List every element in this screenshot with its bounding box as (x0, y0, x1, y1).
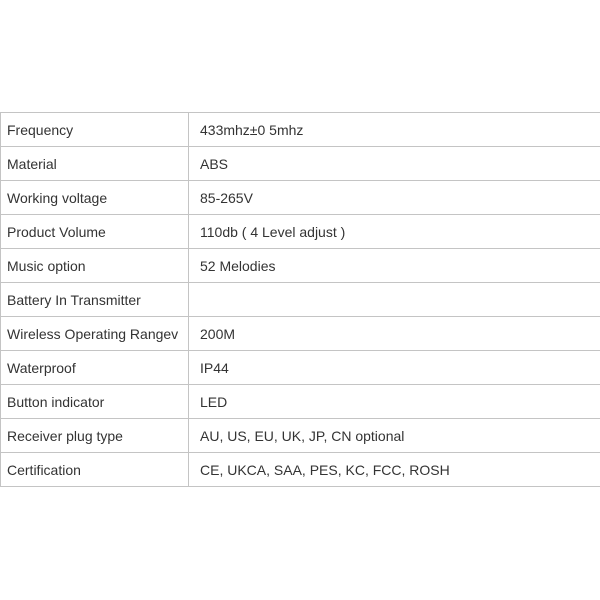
table-row (1, 215, 600, 249)
spec-value-material: ABS (189, 147, 600, 181)
table-row (1, 351, 600, 385)
spec-table (0, 112, 600, 487)
spec-label-receiver-plug: Receiver plug type (1, 419, 189, 453)
spec-value-receiver-plug: AU, US, EU, UK, JP, CN optional (189, 419, 600, 453)
spec-label-working-voltage: Working voltage (1, 181, 189, 215)
spec-value-product-volume: 110db ( 4 Level adjust ) (189, 215, 600, 249)
spec-label-button-indicator: Button indicator (1, 385, 189, 419)
spec-value-battery (189, 283, 600, 317)
table-row (1, 249, 600, 283)
table-row (1, 181, 600, 215)
spec-value-music-option: 52 Melodies (189, 249, 600, 283)
table-row (1, 283, 600, 317)
spec-value-frequency: 433mhz±0 5mhz (189, 113, 600, 147)
spec-value-certification: CE, UKCA, SAA, PES, KC, FCC, ROSH (189, 453, 600, 487)
spec-label-product-volume: Product Volume (1, 215, 189, 249)
table-row (1, 317, 600, 351)
spec-value-button-indicator: LED (189, 385, 600, 419)
spec-table-body (1, 113, 600, 487)
spec-label-frequency: Frequency (1, 113, 189, 147)
spec-label-material: Material (1, 147, 189, 181)
spec-label-waterproof: Waterproof (1, 351, 189, 385)
table-row (1, 453, 600, 487)
spec-label-certification: Certification (1, 453, 189, 487)
spec-value-working-voltage: 85-265V (189, 181, 600, 215)
table-row (1, 385, 600, 419)
spec-label-wireless-range: Wireless Operating Rangev (1, 317, 189, 351)
spec-value-wireless-range: 200M (189, 317, 600, 351)
spec-label-battery: Battery In Transmitter (1, 283, 189, 317)
table-row (1, 419, 600, 453)
table-row (1, 147, 600, 181)
table-row (1, 113, 600, 147)
spec-label-music-option: Music option (1, 249, 189, 283)
spec-value-waterproof: IP44 (189, 351, 600, 385)
